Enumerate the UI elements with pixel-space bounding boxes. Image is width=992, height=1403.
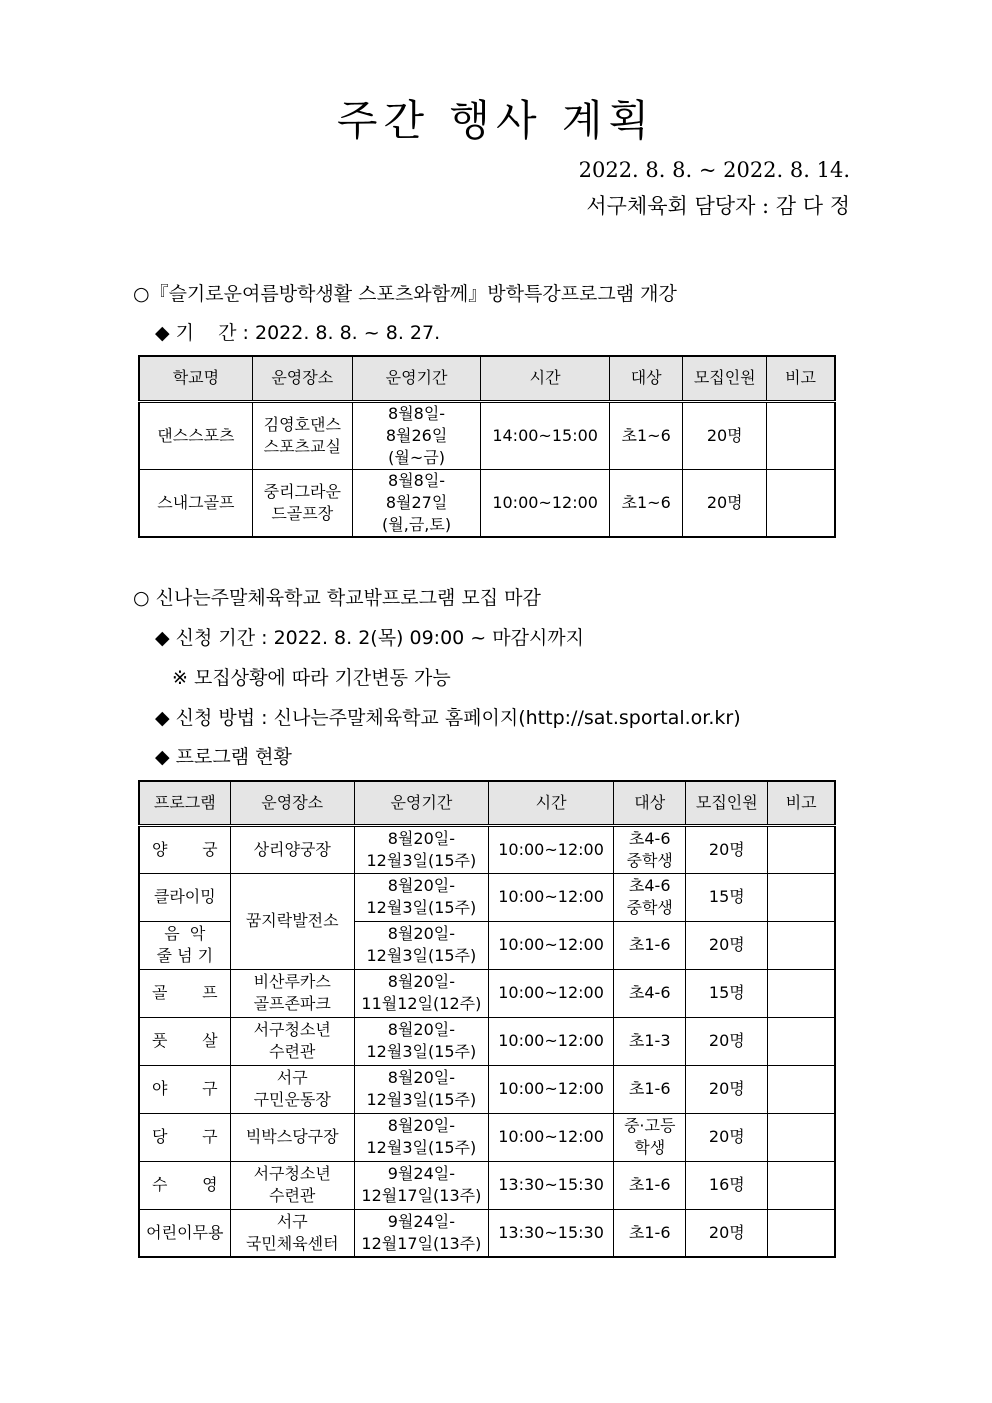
target-cell — [614, 921, 686, 969]
table-row — [139, 825, 835, 873]
table-row — [139, 873, 835, 921]
place-cell — [230, 1209, 354, 1257]
program-name-char: 양 — [152, 839, 168, 859]
period-line: 8월20일- — [387, 924, 455, 943]
note-cell — [768, 1113, 835, 1161]
time-cell: 10:00~12:00 — [488, 1113, 613, 1161]
count-cell: 20명 — [686, 1017, 768, 1065]
target-line: 초1-6 — [628, 1079, 671, 1098]
time-cell: 10:00~12:00 — [488, 873, 613, 921]
note-cell — [768, 1065, 835, 1113]
apply-period: ◆ 신청 기간 : 2022. 8. 2(목) 09:00 ~ 마감시까지 — [155, 627, 585, 649]
place-line: 상리양궁장 — [253, 839, 331, 859]
count-cell: 15명 — [686, 873, 768, 921]
period-line: 12월3일(15주) — [366, 1042, 477, 1061]
program-name-char: 영 — [202, 1175, 218, 1194]
period-line: 8월20일- — [387, 828, 455, 848]
count-cell: 20명 — [686, 825, 768, 873]
note-cell — [768, 1161, 835, 1209]
time-cell: 10:00~12:00 — [481, 469, 610, 537]
column-header: 대상 — [614, 781, 686, 825]
count-cell: 20명 — [686, 1065, 768, 1113]
place-cell — [230, 969, 354, 1017]
period-line: 12월3일(15주) — [366, 946, 477, 965]
section1-heading: ○『슬기로운여름방학생활 스포츠와함께』방학특강프로그램 개강 — [133, 283, 677, 305]
time-cell: 10:00~12:00 — [488, 825, 613, 873]
program-name-cell — [139, 1113, 230, 1161]
target-cell — [614, 1209, 686, 1257]
target-cell — [614, 873, 686, 921]
program-name-char: 구 — [202, 1127, 218, 1146]
place-line: 서구 — [276, 1211, 308, 1231]
program-name-cell — [139, 969, 230, 1017]
target-line: 초1-3 — [628, 1031, 671, 1050]
note-cell — [768, 1209, 835, 1257]
place-line: 중리그라운 — [263, 481, 341, 501]
date-range: 2022. 8. 8. ~ 2022. 8. 14. — [578, 158, 850, 182]
period-line: 12월17일(13주) — [361, 1186, 482, 1205]
period-line: (월~금) — [388, 447, 445, 467]
note-cell — [768, 969, 835, 1017]
target-line: 초4-6 — [628, 828, 671, 848]
place-cell — [230, 1065, 354, 1113]
period-line: 12월3일(15주) — [366, 1138, 477, 1157]
period-line: 8월20일- — [387, 1020, 455, 1039]
period-line: 8월20일- — [387, 1068, 455, 1087]
place-line: 국민체육센터 — [245, 1233, 339, 1253]
column-header: 모집인원 — [686, 781, 768, 825]
note-cell — [768, 1017, 835, 1065]
program-name-char: 당 — [152, 1127, 168, 1146]
place-cell — [252, 401, 352, 469]
period-line: 9월24일- — [387, 1164, 455, 1183]
table-row — [139, 1065, 835, 1113]
period-line: 12월3일(15주) — [366, 898, 477, 917]
place-line: 꿈지락발전소 — [245, 911, 339, 930]
note-cell — [768, 825, 835, 873]
place-line: 수련관 — [269, 1186, 316, 1205]
count-cell: 20명 — [686, 1113, 768, 1161]
column-header: 운영기간 — [352, 356, 481, 401]
status-heading: ◆ 프로그램 현황 — [155, 746, 292, 768]
period-line: 8월27일 — [385, 492, 448, 512]
column-header: 프로그램 — [139, 781, 230, 825]
period-cell — [354, 873, 488, 921]
program-name-cell — [139, 921, 230, 969]
target-line: 중학생 — [626, 898, 673, 917]
place-cell — [230, 825, 354, 873]
table-row — [139, 1017, 835, 1065]
place-line: 수련관 — [269, 1042, 316, 1061]
time-cell: 13:30~15:30 — [488, 1209, 613, 1257]
column-header: 시간 — [488, 781, 613, 825]
target-line: 초1-6 — [628, 1222, 671, 1242]
time-cell: 10:00~12:00 — [488, 1065, 613, 1113]
period-cell — [352, 469, 481, 537]
column-header: 학교명 — [139, 356, 252, 401]
target-line: 중·고등 — [623, 1116, 676, 1135]
period-cell — [354, 1113, 488, 1161]
period-line: (월,금,토) — [382, 514, 452, 534]
count-cell: 16명 — [686, 1161, 768, 1209]
program-name-line: 어린이무용 — [146, 1222, 224, 1242]
target-line: 중학생 — [626, 850, 673, 870]
program-name-char: 살 — [202, 1031, 218, 1050]
column-header: 모집인원 — [683, 356, 767, 401]
period-cell — [354, 1065, 488, 1113]
time-cell: 10:00~12:00 — [488, 969, 613, 1017]
count-cell: 20명 — [683, 401, 767, 469]
section2-heading: ○ 신나는주말체육학교 학교밖프로그램 모집 마감 — [133, 587, 541, 609]
program-name-char: 구 — [202, 1079, 218, 1098]
target-line: 초1-6 — [628, 935, 671, 954]
time-cell: 10:00~12:00 — [488, 1017, 613, 1065]
table-row — [139, 469, 835, 537]
period-cell — [354, 1209, 488, 1257]
period-cell — [354, 1017, 488, 1065]
table-row — [139, 1113, 835, 1161]
place-line: 비산루카스 — [253, 972, 331, 991]
period-cell — [352, 401, 481, 469]
time-cell: 13:30~15:30 — [488, 1161, 613, 1209]
program-name-cell — [139, 1161, 230, 1209]
period-line: 12월17일(13주) — [361, 1233, 482, 1253]
column-header: 시간 — [481, 356, 610, 401]
target-cell — [614, 1161, 686, 1209]
program-name-cell: 스내그골프 — [139, 469, 252, 537]
place-line: 골프존파크 — [253, 994, 331, 1013]
target-line: 초4-6 — [628, 983, 671, 1002]
count-cell: 20명 — [686, 921, 768, 969]
program-name-cell — [139, 873, 230, 921]
period-line: 12월3일(15주) — [366, 1090, 477, 1109]
target-cell — [614, 969, 686, 1017]
period-cell — [354, 1161, 488, 1209]
note-cell — [767, 469, 835, 537]
program-name-line: 클라이밍 — [153, 887, 216, 906]
place-cell — [230, 1113, 354, 1161]
period-line: 12월3일(15주) — [366, 850, 477, 870]
program-name-cell — [139, 1065, 230, 1113]
count-cell: 20명 — [683, 469, 767, 537]
program-name-cell: 댄스스포츠 — [139, 401, 252, 469]
place-cell — [230, 1017, 354, 1065]
note-cell — [768, 921, 835, 969]
column-header: 대상 — [609, 356, 682, 401]
program-name-char: 풋 — [152, 1031, 168, 1050]
program-name-char: 궁 — [202, 839, 218, 859]
period-line: 9월24일- — [387, 1211, 455, 1231]
column-header: 비고 — [768, 781, 835, 825]
count-cell: 15명 — [686, 969, 768, 1017]
manager-info: 서구체육회 담당자 : 감 다 정 — [586, 194, 850, 218]
table-row — [139, 969, 835, 1017]
target-cell — [614, 1065, 686, 1113]
column-header: 운영장소 — [230, 781, 354, 825]
target-cell — [614, 825, 686, 873]
place-line: 서구 — [276, 1068, 308, 1087]
target-line: 초1~6 — [621, 425, 671, 445]
program-name-char: 야 — [152, 1079, 168, 1098]
place-line: 구민운동장 — [253, 1090, 331, 1109]
period-line: 8월26일 — [385, 425, 448, 445]
section1-period: ◆ 기 간 : 2022. 8. 8. ~ 8. 27. — [155, 322, 441, 344]
column-header: 운영장소 — [252, 356, 352, 401]
table-row — [139, 1209, 835, 1257]
target-line: 초1~6 — [621, 492, 671, 512]
program-name-char: 수 — [152, 1175, 168, 1194]
place-line: 서구청소년 — [253, 1164, 331, 1183]
period-cell — [354, 825, 488, 873]
target-line: 초1-6 — [628, 1175, 671, 1194]
program-name-line: 음 악 — [164, 924, 206, 943]
camp-program-table — [138, 355, 836, 538]
period-line: 8월8일- — [388, 403, 446, 423]
column-header: 비고 — [767, 356, 835, 401]
target-line: 초4-6 — [628, 876, 671, 895]
period-line: 8월20일- — [387, 972, 455, 991]
place-line: 김영호댄스 — [263, 414, 341, 434]
program-name-cell — [139, 1209, 230, 1257]
program-name-cell — [139, 1017, 230, 1065]
column-header: 운영기간 — [354, 781, 488, 825]
place-line: 드골프장 — [271, 503, 334, 523]
target-cell — [609, 469, 682, 537]
period-cell — [354, 921, 488, 969]
program-name-char: 프 — [202, 983, 218, 1002]
program-name-line: 줄 넘 기 — [156, 946, 214, 965]
program-name-cell — [139, 825, 230, 873]
period-line: 8월8일- — [388, 470, 446, 490]
page-title: 주간 행사 계획 — [336, 96, 656, 145]
table-row — [139, 401, 835, 469]
time-cell: 14:00~15:00 — [481, 401, 610, 469]
target-cell — [614, 1017, 686, 1065]
program-name-char: 골 — [152, 983, 168, 1002]
note-cell — [767, 401, 835, 469]
period-line: 11월12일(12주) — [361, 994, 482, 1013]
place-line: 서구청소년 — [253, 1020, 331, 1039]
period-cell — [354, 969, 488, 1017]
note-cell — [768, 873, 835, 921]
target-cell — [609, 401, 682, 469]
time-cell: 10:00~12:00 — [488, 921, 613, 969]
count-cell: 20명 — [686, 1209, 768, 1257]
weekend-program-table — [138, 780, 836, 1258]
place-cell — [252, 469, 352, 537]
place-line: 스포츠교실 — [263, 436, 341, 456]
period-line: 8월20일- — [387, 876, 455, 895]
place-cell — [230, 873, 354, 969]
table-row — [139, 1161, 835, 1209]
target-line: 학생 — [634, 1138, 666, 1157]
place-cell — [230, 1161, 354, 1209]
apply-method: ◆ 신청 방법 : 신나는주말체육학교 홈페이지(http://sat.sportal.or.kr) — [155, 707, 741, 729]
target-cell — [614, 1113, 686, 1161]
period-note: ※ 모집상황에 따라 기간변동 가능 — [172, 667, 451, 689]
place-line: 빅박스당구장 — [245, 1127, 339, 1146]
period-line: 8월20일- — [387, 1116, 455, 1135]
